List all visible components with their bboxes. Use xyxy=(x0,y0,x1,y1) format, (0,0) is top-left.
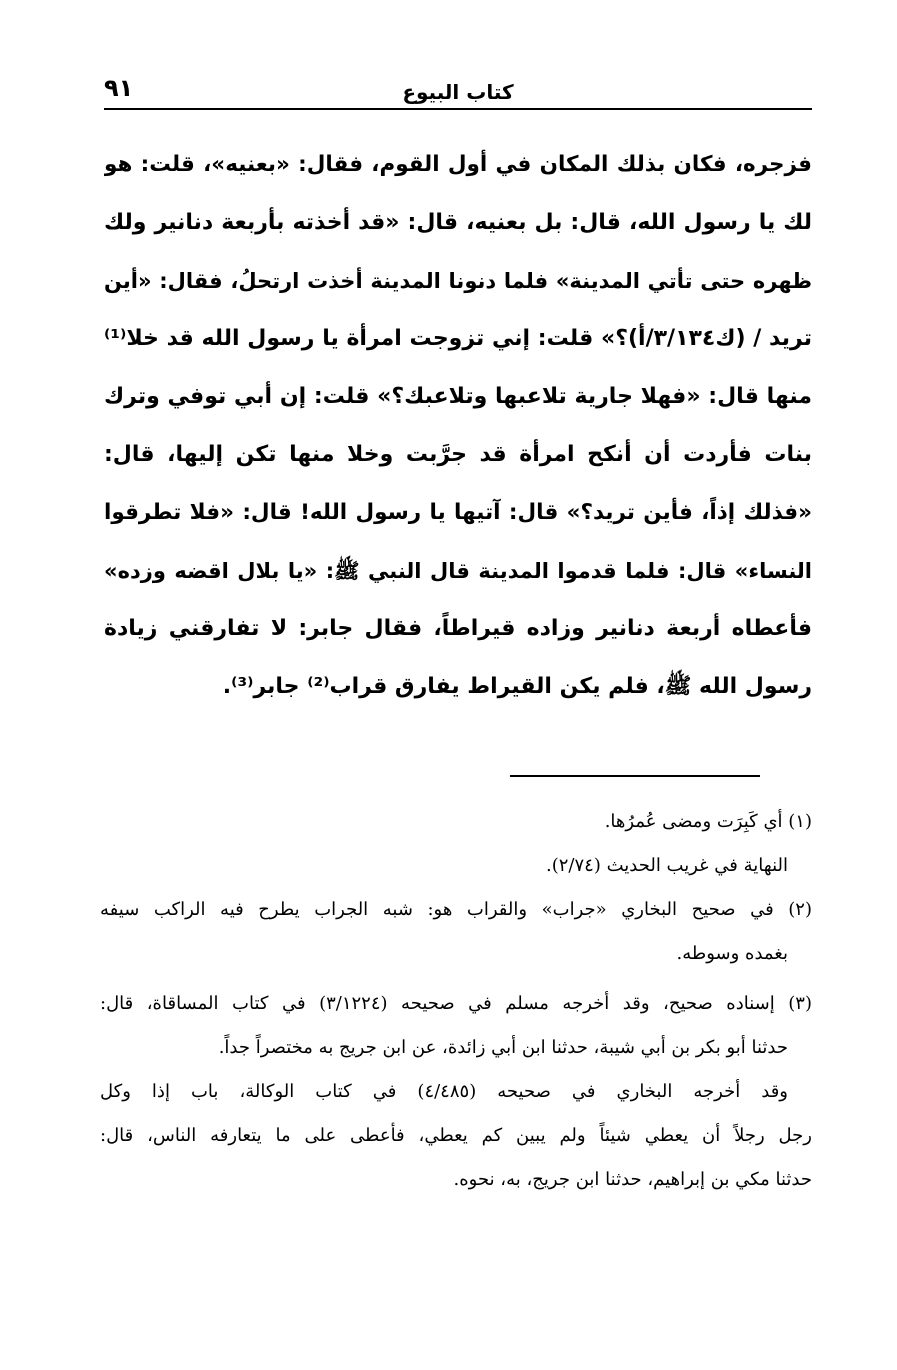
footnote-1: (١) أي كَبِرَت ومضى عُمرُها. xyxy=(604,811,812,832)
footnote-3-continued: حدثنا مكي بن إبراهيم، حدثنا ابن جريج، به، نحوه. xyxy=(453,1169,812,1190)
footnote-3: (٣) إسناده صحيح، وقد أخرجه مسلم في صحيحه (٣/١٢٢٤) في كتاب المساقاة، قال: xyxy=(100,993,812,1014)
header-rule xyxy=(104,108,812,110)
footnote-3-continued: رجل رجلاً أن يعطي شيئاً ولم يبين كم يعطي، فأعطى على ما يتعارفه الناس، قال: xyxy=(100,1125,812,1146)
footnote-separator xyxy=(510,775,760,777)
main-text xyxy=(104,136,812,716)
text-line: لك يا رسول الله، قال: بل بعنيه، قال: «قد أخذته بأربعة دنانير ولك xyxy=(104,210,812,235)
text-line: تريد / (ك٣/١٣٤/أ)؟» قلت: إني تزوجت امرأة يا رسول الله قد خلا⁽¹⁾ xyxy=(104,326,812,351)
text-line: بنات فأردت أن أنكح امرأة قد جرَّبت وخلا منها تكن إليها، قال: xyxy=(104,442,812,467)
text-line: النساء» قال: فلما قدموا المدينة قال النبي ﷺ: «يا بلال اقضه وزده» xyxy=(104,559,812,583)
footnotes xyxy=(100,800,812,1202)
footnote-3-continued: وقد أخرجه البخاري في صحيحه (٤/٤٨٥) في كتاب الوكالة، باب إذا وكل xyxy=(100,1081,788,1102)
text-line: فزجره، فكان بذلك المكان في أول القوم، فقال: «بعنيه»، قلت: هو xyxy=(104,152,812,177)
page-header xyxy=(104,70,812,110)
text-line: «فذلك إذاً، فأين تريد؟» قال: آتيها يا رسول الله! قال: «فلا تطرقوا xyxy=(104,500,812,525)
running-title: كتاب البيوع xyxy=(402,80,514,104)
text-line: فأعطاه أربعة دنانير وزاده قيراطاً، فقال جابر: لا تفارقني زيادة xyxy=(104,616,812,641)
footnote-3-continued: حدثنا أبو بكر بن أبي شيبة، حدثنا ابن أبي زائدة، عن ابن جريج به مختصراً جداً. xyxy=(218,1037,788,1058)
footnote-2-continued: بغمده وسوطه. xyxy=(676,943,788,964)
footnote-2: (٢) في صحيح البخاري «جراب» والقراب هو: شبه الجراب يطرح فيه الراكب سيفه xyxy=(100,899,812,920)
text-line: منها قال: «فهلا جارية تلاعبها وتلاعبك؟» قلت: إن أبي توفي وترك xyxy=(104,384,812,409)
text-line: ظهره حتى تأتي المدينة» فلما دنونا المدينة أخذت ارتحلُ، فقال: «أين xyxy=(104,269,812,293)
text-line: رسول الله ﷺ، فلم يكن القيراط يفارق قراب⁽²⁾ جابر⁽³⁾. xyxy=(222,674,812,699)
page-number: ٩١ xyxy=(104,74,134,102)
footnote-1-source: النهاية في غريب الحديث (٢/٧٤). xyxy=(546,855,788,876)
